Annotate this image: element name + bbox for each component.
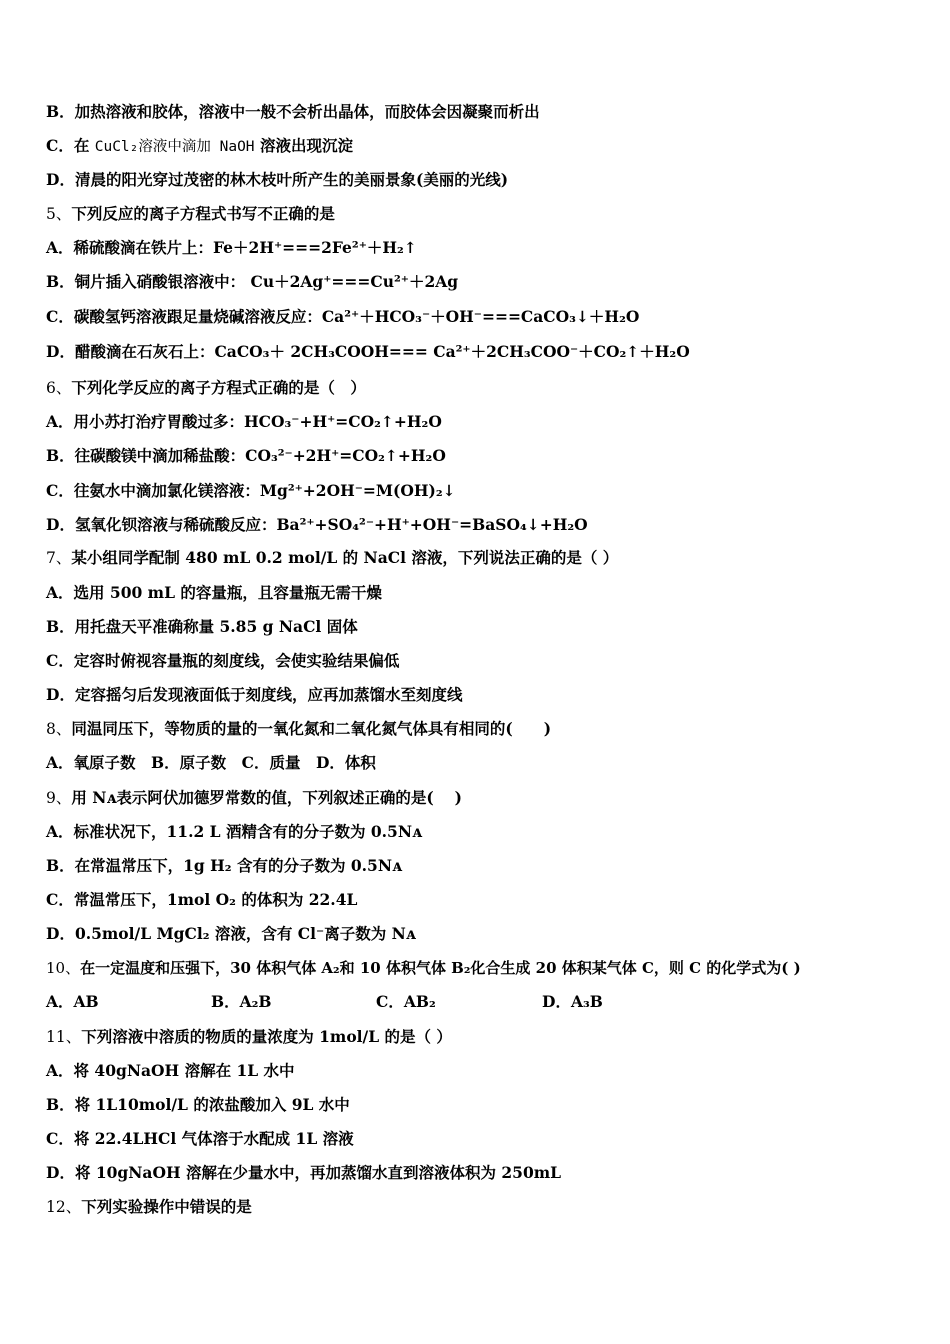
q9-option-d: D．0.5mol/L MgCl₂ 溶液，含有 Cl⁻离子数为 Nᴀ (46, 924, 416, 943)
q9-number: 9、 (46, 789, 72, 807)
q6-option-d: D．氢氧化钡溶液与稀硫酸反应：Ba²⁺+SO₄²⁻+H⁺+OH⁻=BaSO₄↓+H₂O (46, 515, 588, 534)
q12-stem (46, 1197, 252, 1217)
q6-option-c: C．往氨水中滴加氯化镁溶液：Mg²⁺+2OH⁻=M(OH)₂↓ (46, 481, 456, 500)
q10-option-b: B．A₂B (211, 992, 272, 1011)
q7-option-b: B．用托盘天平准确称量 5.85 g NaCl 固体 (46, 617, 358, 636)
q10-option-d: D．A₃B (542, 992, 603, 1011)
q4-option-b: B．加热溶液和胶体，溶液中一般不会析出晶体，而胶体会因凝聚而析出 (46, 102, 540, 121)
q6-number: 6、 (46, 379, 72, 397)
q4-option-c-prefix: C．在 (46, 136, 95, 155)
q5-number: 5、 (46, 205, 72, 223)
q11-stem (46, 1027, 452, 1047)
q4-option-c-formula: CuCl₂溶液中滴加 NaOH (94, 139, 255, 155)
q8-stem (46, 719, 551, 739)
q10-options (46, 992, 603, 1012)
q6-option-a: A．用小苏打治疗胃酸过多：HCO₃⁻+H⁺=CO₂↑+H₂O (46, 412, 442, 431)
q7-stem (46, 548, 618, 568)
q5-option-d: D．醋酸滴在石灰石上：CaCO₃＋ 2CH₃COOH=== Ca²⁺＋2CH₃COO⁻＋CO₂↑＋H₂O (46, 342, 690, 361)
q6-stem (46, 378, 366, 398)
q7-option-d: D．定容摇匀后发现液面低于刻度线，应再加蒸馏水至刻度线 (46, 685, 463, 704)
q10-option-a: A．AB (46, 992, 99, 1011)
q7-option-a: A．选用 500 mL 的容量瓶，且容量瓶无需干燥 (46, 583, 382, 602)
q8-stem-text: 同温同压下，等物质的量的一氧化氮和二氧化氮气体具有相同的( ) (71, 719, 552, 738)
q4-option-d: D．清晨的阳光穿过茂密的林木枝叶所产生的美丽景象(美丽的光线) (46, 170, 509, 189)
q4-option-c (46, 136, 353, 157)
q9-option-b: B．在常温常压下，1g H₂ 含有的分子数为 0.5Nᴀ (46, 856, 402, 875)
q11-option-c: C．将 22.4LHCl 气体溶于水配成 1L 溶液 (46, 1129, 354, 1148)
q8-number: 8、 (46, 720, 72, 738)
q11-option-d: D．将 10gNaOH 溶解在少量水中，再加蒸馏水直到溶液体积为 250mL (46, 1163, 562, 1182)
q6-option-b: B．往碳酸镁中滴加稀盐酸：CO₃²⁻+2H⁺=CO₂↑+H₂O (46, 446, 446, 465)
q5-stem-text: 下列反应的离子方程式书写不正确的是 (71, 204, 335, 223)
q9-option-c: C．常温常压下，1mol O₂ 的体积为 22.4L (46, 890, 358, 909)
q5-option-c: C．碳酸氢钙溶液跟足量烧碱溶液反应：Ca²⁺＋HCO₃⁻＋OH⁻===CaCO₃↓＋H₂O (46, 307, 640, 326)
q9-stem (46, 788, 462, 808)
q5-option-a: A．稀硫酸滴在铁片上：Fe＋2H⁺===2Fe²⁺＋H₂↑ (46, 238, 417, 257)
q11-stem-text: 下列溶液中溶质的物质的量浓度为 1mol/L 的是（ ） (81, 1027, 452, 1046)
q10-number: 10、 (46, 959, 81, 977)
q7-stem-text: 某小组同学配制 480 mL 0.2 mol/L 的 NaCl 溶液，下列说法正确的是（ ） (71, 548, 619, 567)
q12-number: 12、 (46, 1198, 82, 1216)
q11-option-a: A．将 40gNaOH 溶解在 1L 水中 (46, 1061, 295, 1080)
q11-option-b: B．将 1L10mol/L 的浓盐酸加入 9L 水中 (46, 1095, 350, 1114)
q4-option-c-suffix: 溶液出现沉淀 (254, 136, 353, 155)
q9-option-a: A．标准状况下，11.2 L 酒精含有的分子数为 0.5Nᴀ (46, 822, 422, 841)
q10-option-c: C．AB₂ (376, 992, 436, 1011)
q7-option-c: C．定容时俯视容量瓶的刻度线，会使实验结果偏低 (46, 651, 400, 670)
q11-number: 11、 (46, 1028, 82, 1046)
q5-stem (46, 204, 335, 224)
q8-options: A．氧原子数 B．原子数 C．质量 D．体积 (46, 753, 376, 772)
q9-stem-text: 用 Nᴀ表示阿伏加德罗常数的值，下列叙述正确的是( ) (71, 788, 462, 807)
q5-option-b: B．铜片插入硝酸银溶液中： Cu＋2Ag⁺===Cu²⁺＋2Ag (46, 272, 459, 291)
q12-stem-text: 下列实验操作中错误的是 (81, 1197, 252, 1216)
q7-number: 7、 (46, 549, 72, 567)
q6-stem-text: 下列化学反应的离子方程式正确的是（ ） (71, 378, 366, 397)
q10-stem-text: 在一定温度和压强下，30 体积气体 A₂和 10 体积气体 B₂化合生成 20 体积某气体 C，则 C 的化学式为( ) (80, 959, 801, 977)
q10-stem (46, 958, 801, 978)
